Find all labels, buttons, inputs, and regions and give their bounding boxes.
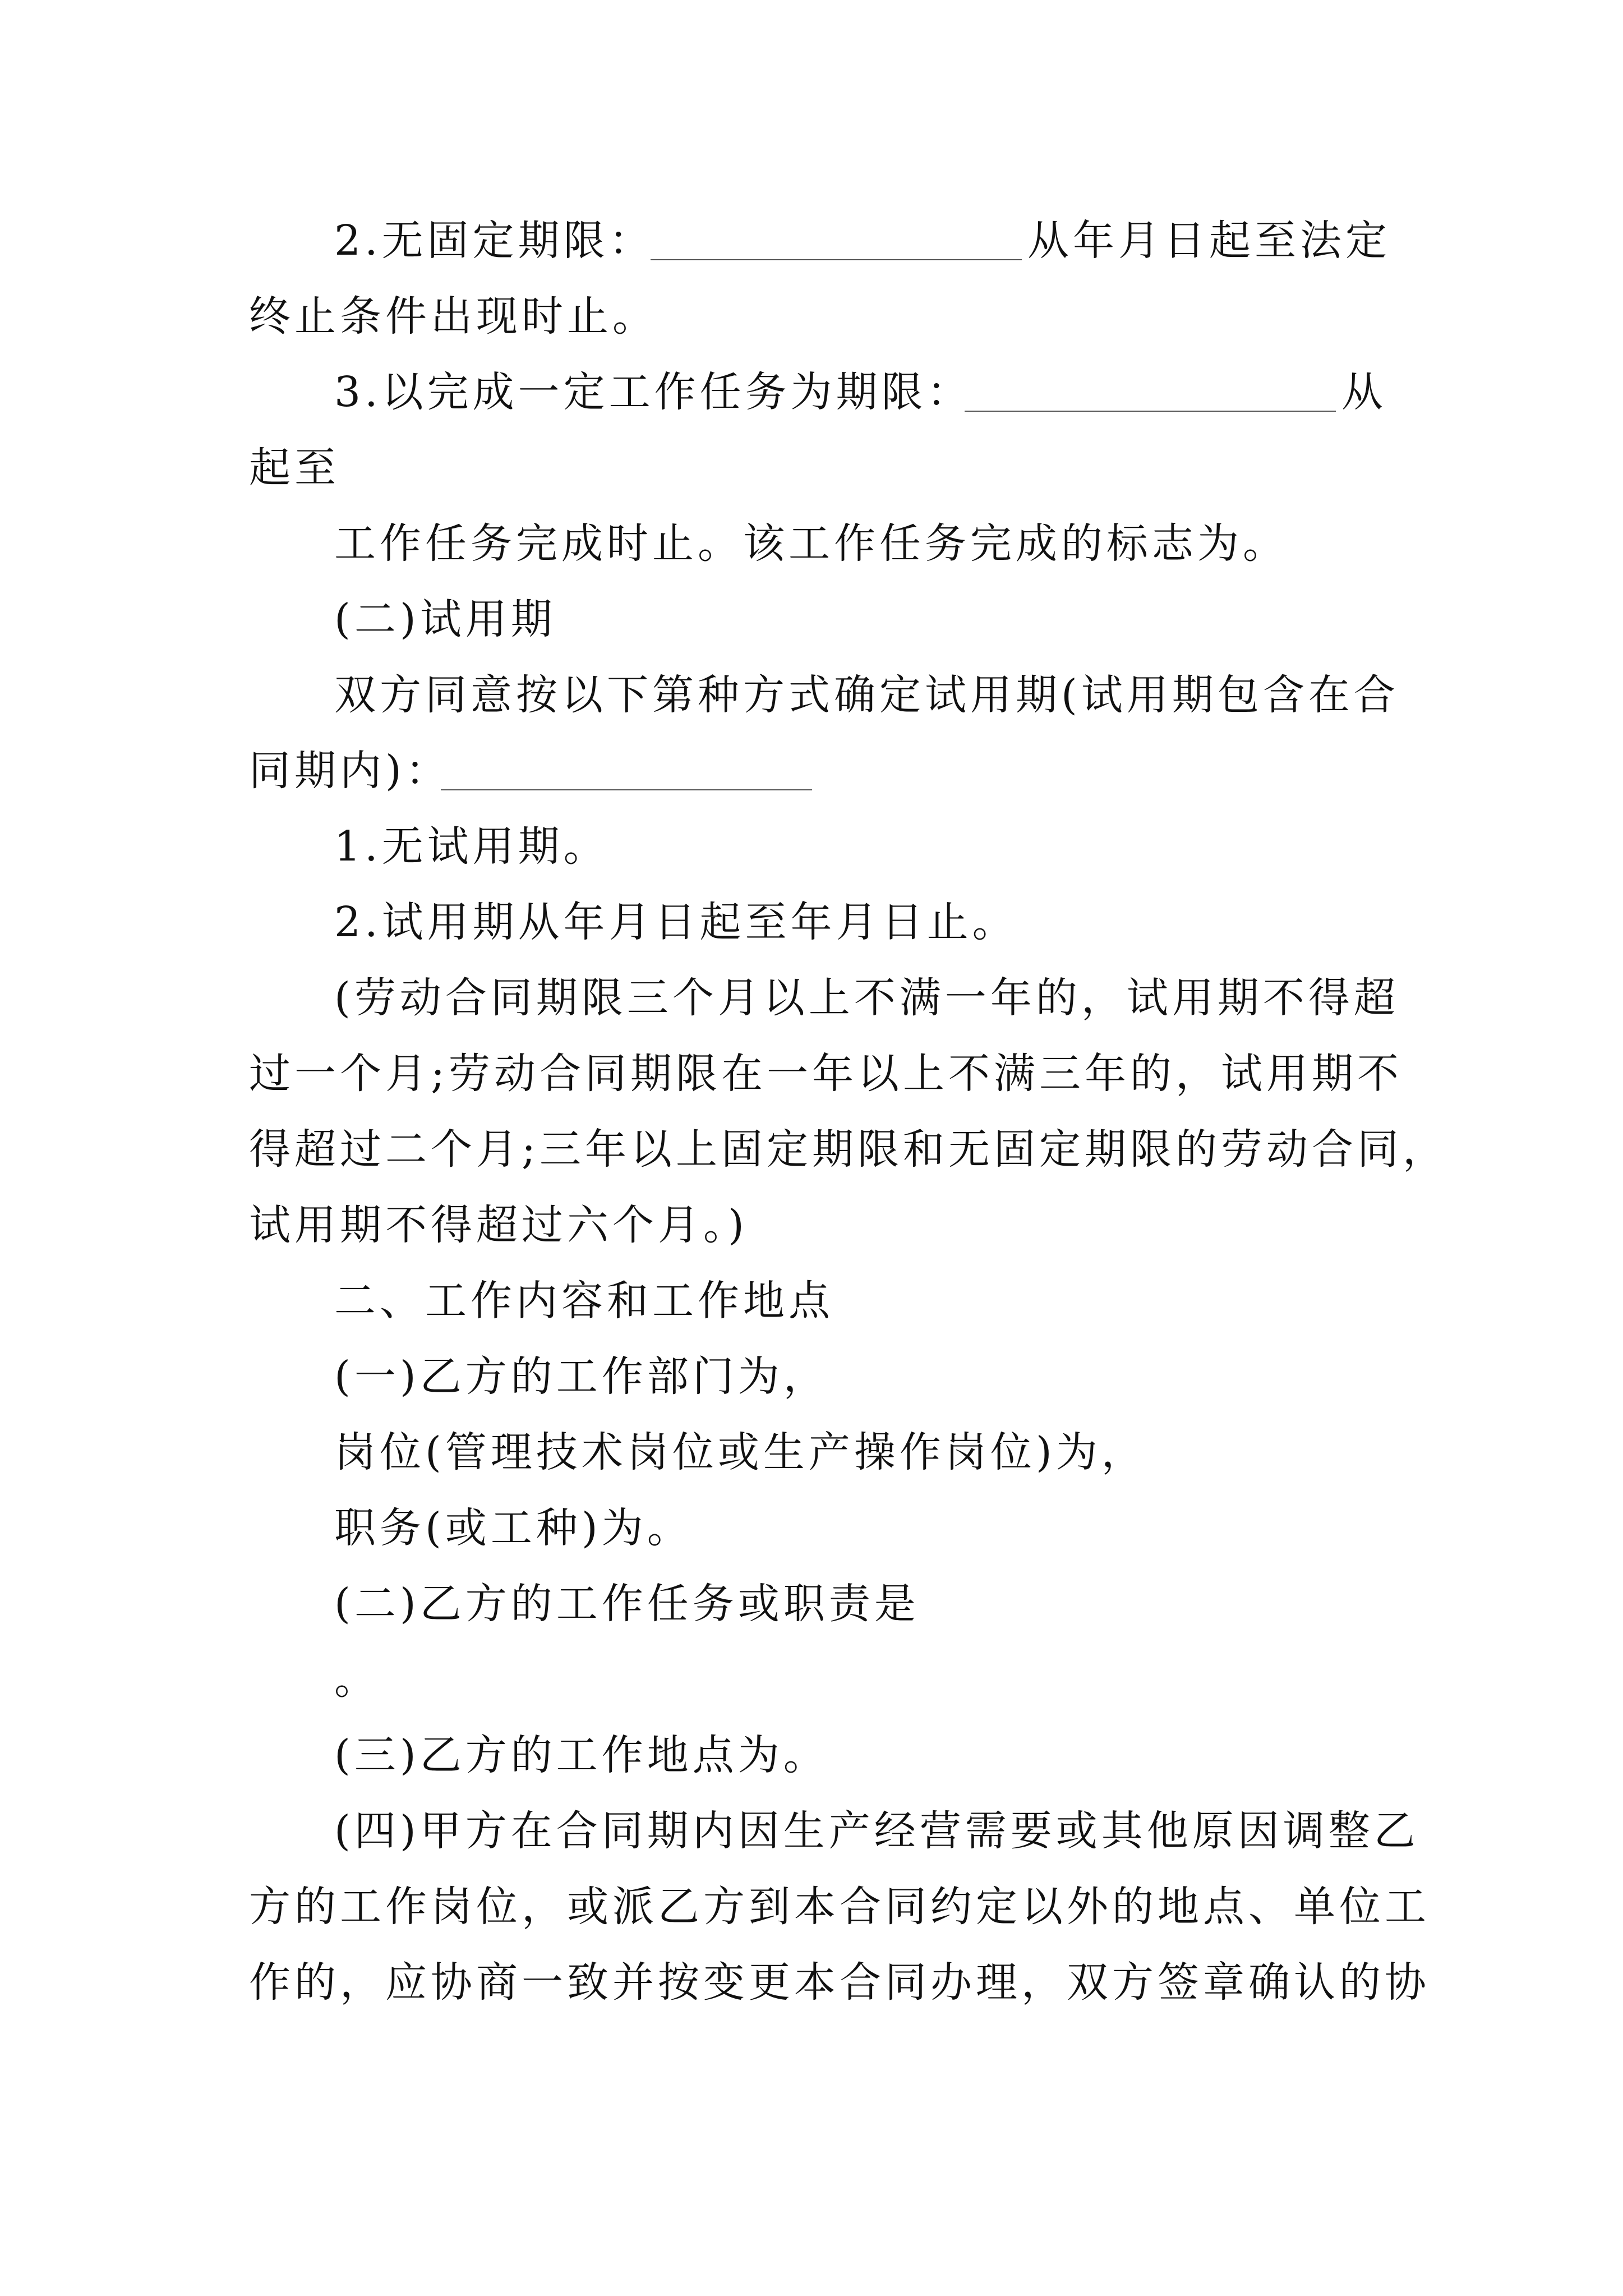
paragraph-line: 双 方 同 意 按 以 下 第 种 方 式 确 定 试 用 期 ( 试 用 期 包 含 在 合 <box>334 671 1399 719</box>
paragraph-line: 得 超 过 二 个 月 ; 三 年 以 上 固 定 期 限 和 无 固 定 期 限 的 劳 动 合 同 ， <box>249 1125 1448 1174</box>
probation-method-label: 同期内)： <box>249 747 451 795</box>
paragraph-line: ( 四 ) 甲 方 在 合 同 期 内 因 生 产 经 营 需 要 或 其 他 原 因 调 整 乙 <box>334 1807 1419 1855</box>
paragraph-line: 方 的 工 作 岗 位 ， 或 派 乙 方 到 本 合 同 约 定 以 外 的 地 点 、 单 位 工 <box>249 1883 1430 1931</box>
blank-underline <box>651 259 1022 260</box>
term-task-from: 从 <box>1341 368 1387 416</box>
paragraph-line: 终止条件出现时止。 <box>249 292 658 341</box>
section-heading-probation: (二)试用期 <box>334 595 556 643</box>
section-heading-work: 二、工作内容和工作地点 <box>334 1277 834 1325</box>
term-task-label: 3.以完成一定工作任务为期限： <box>334 368 972 416</box>
paragraph-line: 职务(或工种)为。 <box>334 1504 693 1552</box>
paragraph-line: (一)乙方的工作部门为， <box>334 1352 829 1401</box>
term-no-fixed-text: 从年月日起至法定 <box>1027 217 1391 265</box>
paragraph-line: 作 的 ， 应 协 商 一 致 并 按 变 更 本 合 同 办 理 ， 双 方 签 章 确 认 的 协 <box>249 1958 1430 2007</box>
paragraph-line: 过 一 个 月 ; 劳 动 合 同 期 限 在 一 年 以 上 不 满 三 年 的 ， 试 用 期 不 <box>249 1050 1403 1098</box>
blank-underline <box>441 789 812 790</box>
paragraph-line: 2.试用期从年月日起至年月日止。 <box>334 898 1018 946</box>
paragraph-line: ( 劳 动 合 同 期 限 三 个 月 以 上 不 满 一 年 的 ， 试 用 期 不 得 超 <box>334 974 1399 1022</box>
line-term-no-fixed <box>334 217 654 265</box>
paragraph-line: 1.无试用期。 <box>334 822 609 871</box>
term-no-fixed-label: 2.无固定期限： <box>334 217 654 265</box>
paragraph-line: 试用期不得超过六个月。) <box>249 1201 748 1249</box>
paragraph-line: (三)乙方的工作地点为。 <box>334 1731 829 1779</box>
paragraph-line: 。 <box>334 1655 380 1704</box>
paragraph-line: 岗位(管理技术岗位或生产操作岗位)为， <box>334 1428 1147 1476</box>
blank-underline <box>965 411 1336 412</box>
paragraph-line: 工作任务完成时止。该工作任务完成的标志为。 <box>334 519 1288 568</box>
paragraph-line: (二)乙方的工作任务或职责是 <box>334 1580 920 1628</box>
paragraph-line: 起至 <box>249 444 340 492</box>
